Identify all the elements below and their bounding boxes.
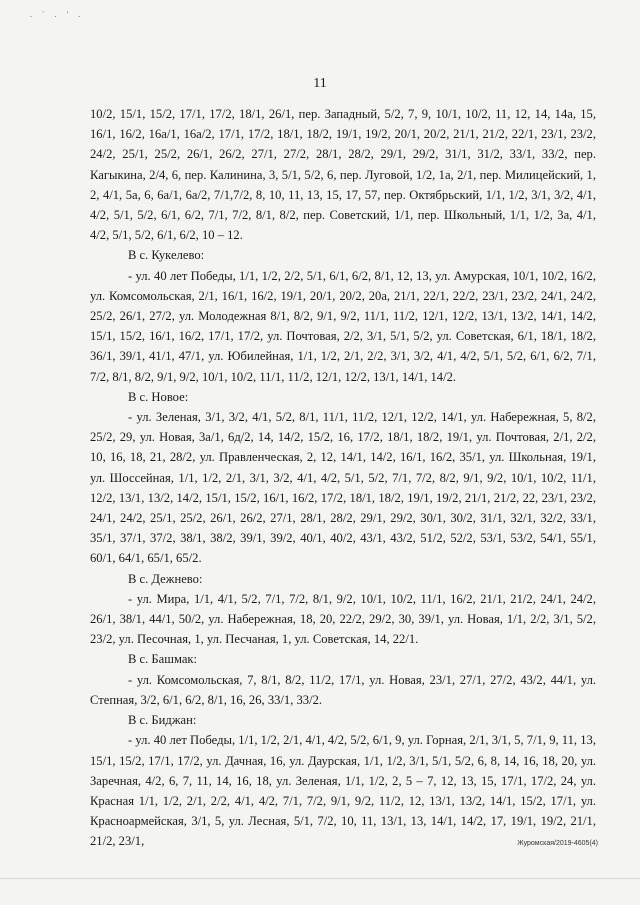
page-number: 11 <box>313 76 327 91</box>
page-bottom-edge <box>0 878 640 879</box>
locality-heading: В с. Кукелево: <box>128 248 205 263</box>
address-list: - ул. Зеленая, 3/1, 3/2, 4/1, 5/2, 8/1, 11/1, 11/2, 12/1, 12/2, 14/1, ул. Набережная, 5, 8/2, 25/2, 29, ул. Новая, 3а/1, 6д/2, 14, 14/2, 15/2, 16, 17/2, 18/1, 18/2, 19/1, ул. Почтовая, 2/1, 2/2, 10, 16, 18, 21, 28/2, ул. Правленческая, 2, 12, 14/1, 14/2, 16/1, 16/2, 35/1, ул. Школьная, 19/1, ул. Шоссейная, 1/1, 1/2, 2/1, 3/1, 3/2, 4/1, 4/2, 5/1, 5/2, 7/1, 7/2, 8/2, 9/1, 9/2, 10/1, 10/2, 11/1, 12/2, 13/1, 13/2, 14/2, 15/1, 15/2, 16/1, 16/2, 17/2, 18/1, 18/2, 19/1, 19/2, 21/1, 21/2, 22, 23/1, 23/2, 24/1, 24/2, 25/1, 25/2, 26/1, 26/2, 27/1, 28/1, 28/2, 29/1, 29/2, 30/1, 30/2, 31/1, 32/1, 32/2, 33/1, 35/1, 37/1, 37/2, 38/1, 38/2, 39/1, 39/2, 40/1, 40/2, 43/1, 43/2, 51/2, 52/2, 53/1, 53/2, 54/1, 55/1, 60/1, 64/1, 65/1, 65/2. <box>90 410 596 566</box>
continuation-paragraph: 10/2, 15/1, 15/2, 17/1, 17/2, 18/1, 26/1, пер. Западный, 5/2, 7, 9, 10/1, 10/2, 11, 12, 14, 14а, 15, 16/1, 16/2, 16а/1, 16а/2, 17/1, 17/2, 18/1, 18/2, 19/1, 19/2, 20/1, 20/2, 21/1, 21/2, 22/1, 23/1, 23/2, 24/2, 25/1, 25/2, 26/1, 26/2, 27/1, 27/2, 28/1, 28/2, 29/1, 29/2, 31/1, 31/2, 33/1, 33/2, пер. Кагыкина, 2/4, 6, пер. Калинина, 3, 5/1, 5/2, 6, пер. Луговой, 1/2, 1а, 2/1, пер. Милицейский, 1, 2, 4/1, 5а, 6, 6а/1, 6а/2, 7/1,7/2, 8, 10, 11, 13, 15, 17, 57, пер. Октябрьский, 1/1, 1/2, 3/1, 3/2, 4/1, 4/2, 5/1, 5/2, 6/1, 6/2, 7/1, 7/2, 8/1, 8/2, пер. Советский, 1/1, пер. Школьный, 1/1, 1/2, 3а, 4/1, 4/2, 5/1, 5/2, 6/1, 6/2, 10 – 12. <box>90 107 596 243</box>
locality-heading: В с. Башмак: <box>128 652 198 667</box>
address-list: - ул. Комсомольская, 7, 8/1, 8/2, 11/2, 17/1, ул. Новая, 23/1, 27/1, 27/2, 43/2, 44/1, ул. Степная, 3/2, 6/1, 6/2, 8/1, 16, 26, 33/1, 33/2. <box>90 672 596 707</box>
locality-heading: В с. Биджан: <box>128 713 197 728</box>
document-body <box>90 104 596 852</box>
address-list: - ул. 40 лет Победы, 1/1, 1/2, 2/2, 5/1, 6/1, 6/2, 8/1, 12, 13, ул. Амурская, 10/1, 10/2, 16/2, ул. Комсомольская, 2/1, 16/1, 16/2, 19/1, 20/1, 20/2, 20а, 21/1, 22/1, 22/2, 23/1, 23/2, 24/1, 24/2, 25/2, 26/1, 27/2, ул. Молодежная 8/1, 8/2, 9/1, 9/2, 11/1, 11/2, 12/1, 12/2, 13/1, 13/2, 14/1, 14/2, 15/1, 15/2, 16/1, 16/2, 17/1, 17/2, ул. Почтовая, 2/2, 3/1, 5/1, 5/2, ул. Советская, 6/1, 18/1, 18/2, 36/1, 39/1, 41/1, 47/1, ул. Юбилейная, 1/1, 1/2, 2/1, 2/2, 3/1, 3/2, 4/1, 4/2, 5/1, 5/2, 6/1, 6/2, 7/1, 7/2, 8/1, 8/2, 9/1, 9/2, 10/1, 10/2, 11/1, 11/2, 12/1, 12/2, 13/1, 14/1, 14/2. <box>90 268 596 384</box>
address-list: - ул. 40 лет Победы, 1/1, 1/2, 2/1, 4/1, 4/2, 5/2, 6/1, 9, ул. Горная, 2/1, 3/1, 5, 7/1, 9, 11, 13, 15/1, 15/2, 17/1, 17/2, ул. Дачная, 16, ул. Даурская, 1/1, 1/2, 3/1, 5/1, 5/2, 6, 8, 14, 16, 18, 20, ул. Заречная, 4/2, 6, 7, 11, 14, 16, 18, ул. Зеленая, 1/1, 1/2, 2, 5 – 7, 12, 13, 15, 17/1, 17/2, 24, ул. Красная 1/1, 1/2, 2/1, 2/2, 4/1, 4/2, 7/1, 7/2, 9/1, 9/2, 11/2, 12, 13/1, 13/2, 14/1, 15/2, 17/1, ул. Красноармейская, 3/1, 5, ул. Лесная, 5/1, 7/2, 10, 11, 13/1, 13, 14/1, 14/2, 17, 19/1, 19/2, 21/1, 21/2, 23/1, <box>90 733 596 849</box>
locality-heading: В с. Новое: <box>128 389 189 404</box>
locality-heading: В с. Дежнево: <box>128 571 203 586</box>
footer-code: Журомская/2019-4605(4) <box>517 840 598 847</box>
scan-marks: . ` . ' . <box>30 10 85 19</box>
address-list: - ул. Мира, 1/1, 4/1, 5/2, 7/1, 7/2, 8/1, 9/2, 10/1, 10/2, 11/1, 16/2, 21/1, 21/2, 24/1, 24/2, 26/1, 38/1, 44/1, 50/2, ул. Набережная, 18, 20, 22/2, 29/2, 30, 39/1, ул. Новая, 1/1, 2/2, 3/1, 5/2, 23/2, ул. Песочная, 1, ул. Песчаная, 1, ул. Советская, 14, 22/1. <box>90 591 596 647</box>
